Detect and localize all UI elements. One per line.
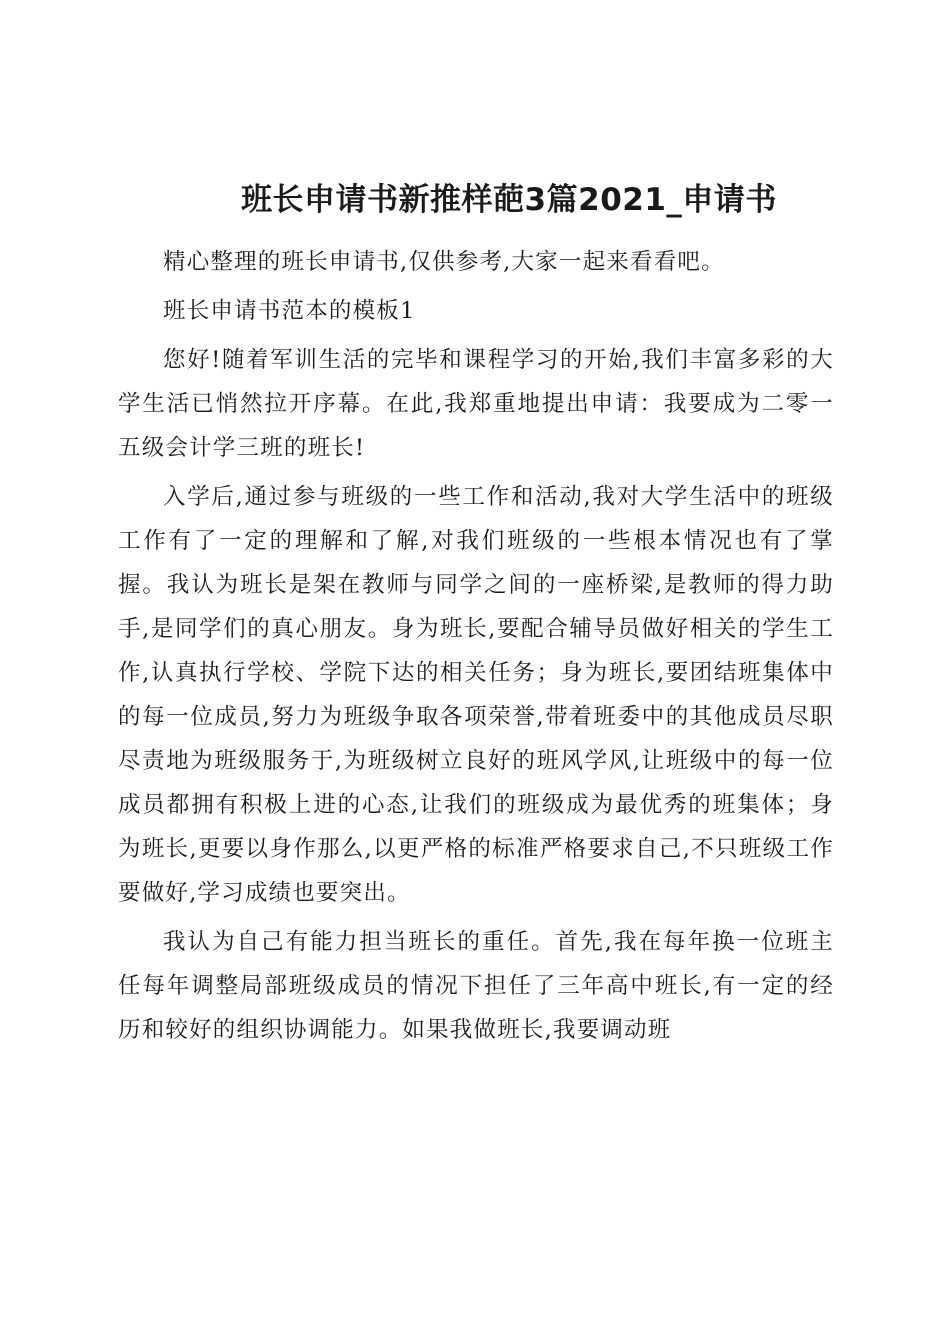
document-title: 班长申请书新推样葩3篇2021_申请书 [241,182,777,218]
paragraph-template-heading: 班长申请书范本的模板1 [163,298,416,324]
paragraph-duties: 入学后,通过参与班级的一些工作和活动,我对大学生活中的班级工作有了一定的理解和了解,对我们班级的一些根本情况也有了掌握。我认为班长是架在教师与同学之间的一座桥梁,是教师的得力助手,是同学们的真心朋友。身为班长,要配合辅导员做好相关的学生工作,认真执行学校、学院下达的相关任务；身为班长,要团结班集体中的每一位成员,努力为班级争取各项荣誉,带着班委中的其他成员尽职尽责地为班级服务于,为班级树立良好的班风学风,让班级中的每一位成员都拥有积极上进的心态,让我们的班级成为最优秀的班集体；身为班长,更要以身作那么,以更严格的标准严格要求自己,不只班级工作要做好,学习成绩也要突出。 [118,484,834,906]
paragraph-intro: 精心整理的班长申请书,仅供参考,大家一起来看看吧。 [163,249,725,275]
paragraph-greeting: 您好!随着军训生活的完毕和课程学习的开始,我们丰富多彩的大学生活已悄然拉开序幕。在此,我郑重地提出申请：我要成为二零一五级会计学三班的班长! [118,347,834,461]
paragraph-qualifications: 我认为自己有能力担当班长的重任。首先,我在每年换一位班主任每年调整局部班级成员的情况下担任了三年高中班长,有一定的经历和较好的组织协调能力。如果我做班长,我要调动班 [118,929,834,1043]
document-body [118,240,834,1052]
